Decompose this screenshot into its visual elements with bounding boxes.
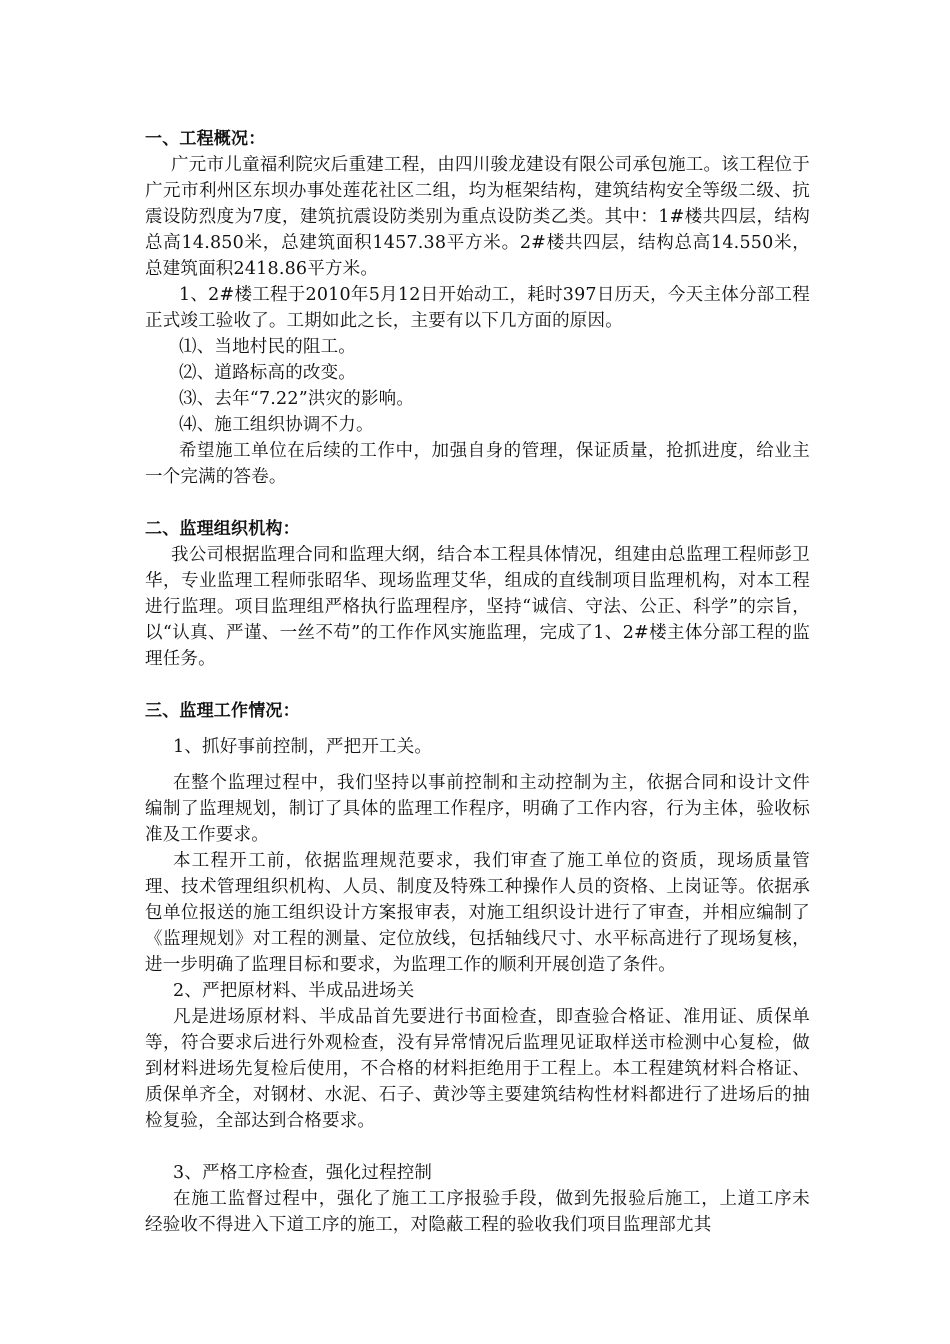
subsection-title: 2、严把原材料、半成品进场关 [173, 981, 415, 1001]
spacer [145, 760, 810, 770]
subsection-title: 3、严格工序检查，强化过程控制 [173, 1163, 433, 1183]
spacer [145, 672, 810, 698]
section-heading-overview: 一、工程概况： [145, 129, 266, 149]
spacer [145, 490, 810, 516]
materials-paragraph: 凡是进场原材料、半成品首先要进行书面检查，即查验合格证、准用证、质保单等，符合要求后进行外观检查，没有异常情况后监理见证取样送市检测中心复检，做到材料进场先复检后使用，不合格的材料拒绝用于工程上。本工程建筑材料合格证、质保单齐全，对钢材、水泥、石子、黄沙等主要建筑结构性材料都进行了进场后的抽检复验，全部达到合格要求。 [145, 1007, 810, 1131]
duration-paragraph: 1、2#楼工程于2010年5月12日开始动工，耗时397日历天，今天主体分部工程正式竣工验收了。工期如此之长，主要有以下几方面的原因。 [145, 285, 810, 331]
pre-start-paragraph: 本工程开工前，依据监理规范要求，我们审查了施工单位的资质，现场质量管理、技术管理组织机构、人员、制度及特殊工种操作人员的资格、上岗证等。依据承包单位报送的施工组织设计方案报审表，对施工组织设计进行了审查，并相应编制了《监理规划》对工程的测量、定位放线，包括轴线尺寸、水平标高进行了现场复核，进一步明确了监理目标和要求，为监理工作的顺利开展创造了条件。 [145, 851, 810, 975]
section-heading-organization: 二、监理组织机构： [145, 519, 300, 539]
process-control-paragraph: 在施工监督过程中，强化了施工工序报验手段，做到先报验后施工，上道工序未经验收不得进入下道工序的施工，对隐蔽工程的验收我们项目监理部尤其 [145, 1189, 810, 1235]
document-body [145, 126, 810, 1238]
subsection-title: 1、抓好事前控制，严把开工关。 [173, 737, 433, 757]
hope-paragraph: 希望施工单位在后续的工作中，加强自身的管理，保证质量，抢抓进度，给业主一个完满的答卷。 [145, 441, 810, 487]
reason-item: ⑶、去年“7.22”洪灾的影响。 [179, 389, 415, 409]
reason-item: ⑷、施工组织协调不力。 [179, 415, 374, 435]
spacer [145, 724, 810, 734]
overview-paragraph: 广元市儿童福利院灾后重建工程，由四川骏龙建设有限公司承包施工。该工程位于广元市利州区东坝办事处莲花社区二组，均为框架结构，建筑结构安全等级二级、抗震设防烈度为7度，建筑抗震设防类别为重点设防类乙类。其中：1#楼共四层，结构总高14.850米，总建筑面积1457.38平方米。2#楼共四层，结构总高14.550米，总建筑面积2418.86平方米。 [145, 155, 810, 279]
section-heading-work: 三、监理工作情况： [145, 701, 300, 721]
reason-item: ⑴、当地村民的阻工。 [179, 337, 356, 357]
reason-item: ⑵、道路标高的改变。 [179, 363, 356, 383]
pre-control-paragraph: 在整个监理过程中，我们坚持以事前控制和主动控制为主，依据合同和设计文件编制了监理规划，制订了具体的监理工作程序，明确了工作内容，行为主体，验收标准及工作要求。 [145, 773, 810, 845]
organization-paragraph: 我公司根据监理合同和监理大纲，结合本工程具体情况，组建由总监理工程师彭卫华，专业监理工程师张昭华、现场监理艾华，组成的直线制项目监理机构，对本工程进行监理。项目监理组严格执行监理程序，坚持“诚信、守法、公正、科学”的宗旨，以“认真、严谨、一丝不苟”的工作作风实施监理，完成了1、2#楼主体分部工程的监理任务。 [145, 545, 810, 669]
spacer [145, 1134, 810, 1160]
